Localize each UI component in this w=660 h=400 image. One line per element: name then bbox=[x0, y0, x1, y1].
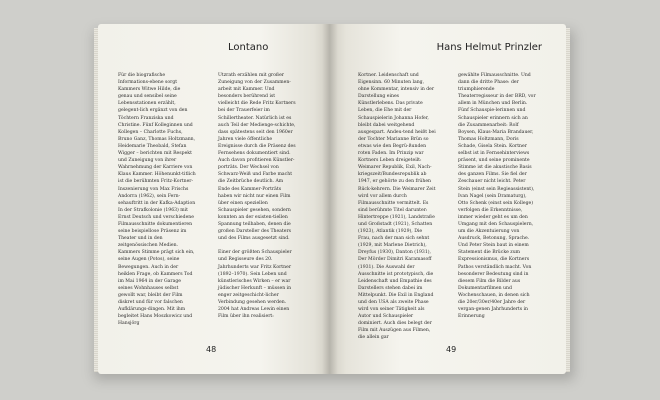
right-page bbox=[330, 24, 566, 374]
left-page bbox=[98, 24, 330, 374]
right-page-column-1: Kortner. Leidenschaft und Eigensinn. 60 Minuten lang, ohne Kommentar, intensiv in der Darstellung eines Künstlerlebens. Das private Leben, die Ehe mit der Schauspielerin Johanna Hofer, bleibt dabei weitgehend ausgespart. Andeu-tend heißt bei der Tochter Marianne Brün so etwas wie den Begrü-ßunden roten Faden. Im Prinzip war Kortners Leben dreigeteilt: Weimarer Republik, Exil, Nach-kriegszeit/Bundesrepublik ab 1947, er gehörte zu den frühen Rück-kehrern. Die Weimarer Zeit wird vor allem durch Filmausschnitte vermittelt. Es sind berühmte Titel darunter: Hintertreppe (1921), Landstraße und Großstadt (1921), Schatten (1923), Atlantik (1929), Die Frau, nach der man sich sehnt (1929, mit Marlene Dietrich), Dreyfus (1930), Danton (1931), Der Mörder Dimitri Karamasoff (1931). Die Auswahl der Ausschnitte ist prototypisch, die Leidenschaft und Empathie des Darstellers stehen dabei im Mittelpunkt. Die Exil in England und den USA als zweite Phase wird von seiner Tätigkeit als Autor und Schauspieler dominiert. Auch dies belegt der Film mit Auszügen aus Filmen, die allein gar bbox=[358, 73, 438, 341]
right-page-number: 49 bbox=[446, 345, 457, 354]
right-running-header: Hans Helmut Prinzler bbox=[436, 42, 542, 53]
book-gutter bbox=[322, 24, 338, 374]
left-running-header: Lontano bbox=[228, 42, 269, 53]
left-page-number: 48 bbox=[206, 345, 217, 354]
right-page-column-2: gewählte Filmausschnitte. Und dann die dritte Phase: der triumphierende Theaterregisseur in der BRD, vor allem in München und Berlin. Fünf Schauspie-lerinnen und Schauspieler erinnern sich an die Zusammenarbeit: Rolf Boysen, Klaus-Maria Brandauer, Thomas Holtzmann, Doris Schade, Gisela Stein. Kortner selbst ist in Fernsehinterviews präsent, und seine prominente Stimme ist die akustische Basis des ganzen Films. Sie fiel der Zeschauer nicht leicht. Peter Stein (einst sein Regieassistent), Ivan Nagel (sein Dramaturg), Otto Schenk (einst sein Kollege) verfolgen die Erkenntnisse, immer wieder geht es um den Umgang mit den Schauspielern, um die Akzentuierung von Ausdruck, Betonung, Sprache. Und Peter Stein baut in einem Statement die Brücke zum Expressionismus, die Kortners Pathos verständlich macht. Von besonderer Bedeutung sind in diesem Film die Bilder aus Dokumentarfilmen und Wochenschauen, in denen sich die 20er/30er/40er Jahre der vergan-genen Jahrhunderts in Erinnerung bbox=[458, 73, 538, 320]
left-page-column-1: Für die biografische Informations-ebene sorgt Kammers Witwe Hilde, die genau und sensibel seine Lebensstationen erzählt, gelegent-lich ergänzt von den Töchtern Franziska und Christine. Fünf Kolleginnen und Kollegen – Charlotte Fuchs, Bruno Ganz, Thomas Holtzmann, Heidemarie Theobald, Stefan Wigger – berichten mit Respekt und Zuneigung von ihrer Wahrnehmung der Karriere von Klaus Kammer. Höhenunkt-titlich ist die berühmten Fritz-Kortner-Inszenierung von Max Frischs Andorra (1962), sein Fern-sehauftritt in der Kafka-Adaption In der Strafkolonie (1963) mit Ernst Deutsch und verschiedene Filmausschnitte dokumentieren seine beispiellose Präsenz im Theater und in den zeitgenössischen Medien. Kammers Stimme prägt sich ein, seine Augen (Potos), seine Bewegungen. Auch in der heiklen Frage, ob Kammers Tod im Mai 1964 in der Garage seines Wohnhauses selbst gewollt war, bleibt der Film diskret und für vor falschen Aufklärungs-dingen. Mit ihm begleitet Hans Moszkowicz und Hansjörg bbox=[118, 73, 198, 327]
left-page-column-2: Utzrath erzählen mit großer Zuneigung von der Zusammen-arbeit mit Kammer. Und besonders berührend ist vielleicht die Rede Fritz Kortners bei der Trauerfeier im Schillertheater. Natürlich ist es auch Teil der Medienge-schichte, dass spätestens seit den 1960er Jahren viele öffentliche Ereignisse durch die Präsenz des Fernsehens dokumentiert sind. Auch davon profitieren Künstler-porträts. Der Wechsel von Schwarz-Weiß und Farbe macht die Zeitbrüche deutlich. Am Ende des Kammer-Porträts haben wir nicht nur einen Film über einen speziellen Schauspieler gesehen, sondern konnten an der existen-tiellen Spannung teilhaben, denen die großen Darsteller des Theaters und des Films ausgesetzt sind. Einer der größten Schauspieler und Regisseure des 20. Jahrhunderts war Fritz Kortner (1892–1970). Sein Leben und künstlerisches Wirken – er war jüdischer Herkunft – müssen in enger zeitgeschicht-licher Verbindung gesehen werden. 2004 hat Andreas Lewin einen Film über ihn realisiert: bbox=[218, 73, 296, 320]
